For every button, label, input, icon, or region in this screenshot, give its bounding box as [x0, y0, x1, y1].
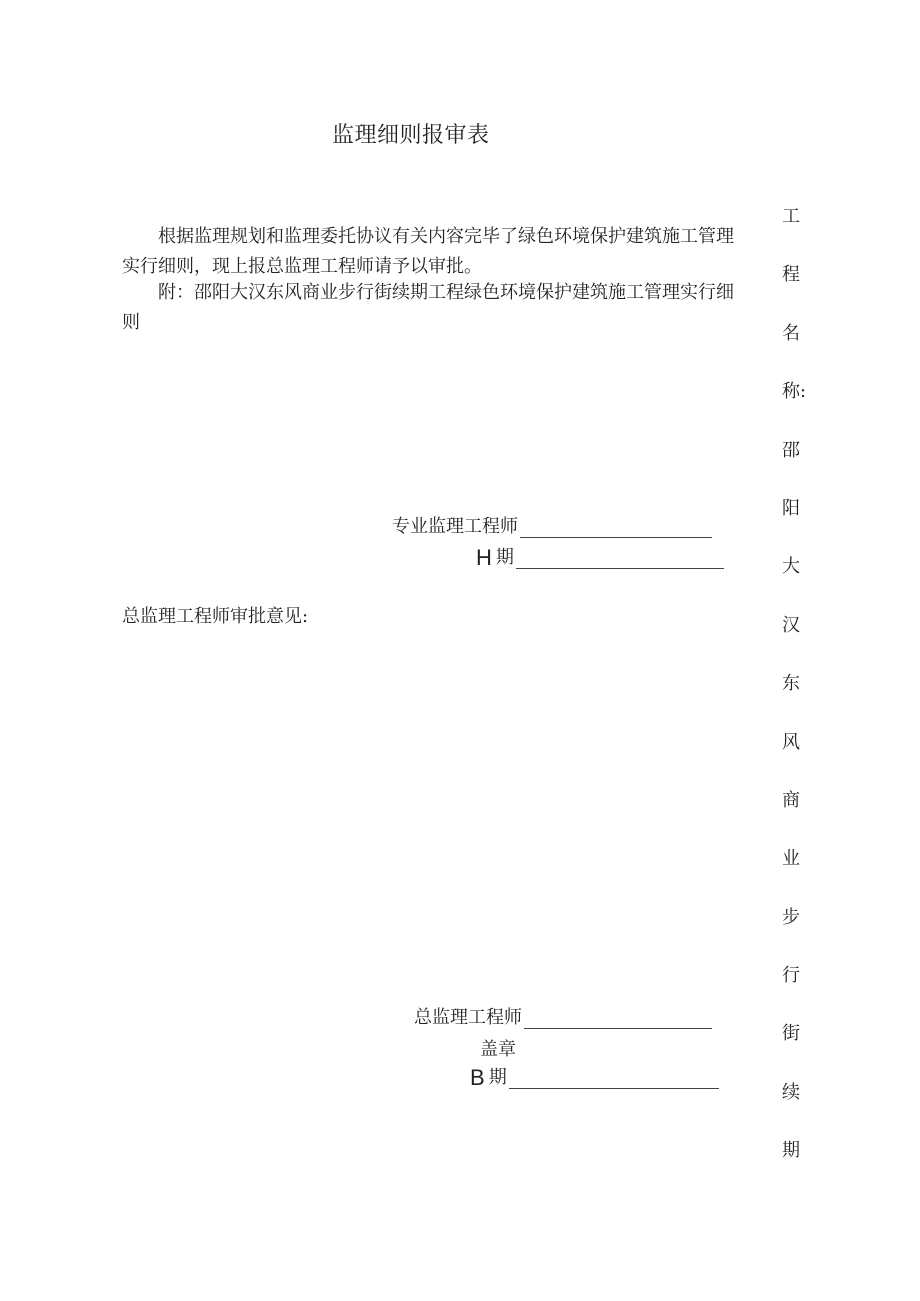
document-title: 监理细则报审表 — [332, 123, 490, 148]
attachment-paragraph: 附：邵阳大汉东风商业步行街续期工程绿色环境保护建筑施工管理实行细则 — [122, 282, 734, 333]
vertical-char: 行 — [782, 965, 800, 987]
vertical-char: 阳 — [782, 497, 800, 519]
vertical-char: 名 — [782, 322, 800, 344]
submission-paragraph: 根据监理规划和监理委托协议有关内容完毕了绿色环境保护建筑施工管理实行细则，现上报总监理工程师请予以审批。 — [122, 226, 734, 277]
vertical-char: 风 — [782, 731, 800, 753]
vertical-char: 工 — [782, 206, 800, 227]
specialist-date-line[interactable] — [516, 550, 724, 569]
vertical-char: 期 — [782, 1140, 800, 1162]
vertical-char: 大 — [782, 556, 800, 578]
project-name-vertical-column — [782, 205, 822, 1198]
vertical-char: 续 — [782, 1081, 800, 1103]
seal-label: 盖章 — [480, 1039, 516, 1060]
vertical-char: 东 — [782, 673, 800, 695]
specialist-date-label: 期 — [495, 547, 514, 568]
chief-signature-line[interactable] — [524, 1010, 712, 1029]
chief-date-label: 期 — [488, 1067, 507, 1088]
specialist-signature-label: 专业监理工程师 — [392, 516, 518, 537]
chief-signature-row — [414, 1003, 712, 1029]
chief-date-row — [470, 1063, 719, 1089]
vertical-char: 称: — [782, 381, 807, 403]
specialist-date-prefix: H — [476, 545, 492, 570]
chief-date-prefix: B — [470, 1065, 485, 1090]
vertical-char: 业 — [782, 848, 800, 870]
chief-opinion-label: 总监理工程师审批意见: — [122, 606, 309, 627]
specialist-signature-row — [392, 512, 712, 538]
chief-date-line[interactable] — [509, 1070, 719, 1089]
chief-signature-label: 总监理工程师 — [414, 1007, 522, 1028]
vertical-char: 邵 — [782, 439, 800, 461]
vertical-char: 步 — [782, 906, 800, 928]
specialist-date-row — [476, 543, 724, 569]
vertical-char: 程 — [782, 264, 800, 286]
vertical-char: 汉 — [782, 614, 800, 636]
specialist-signature-line[interactable] — [520, 519, 712, 538]
vertical-char: 商 — [782, 789, 800, 811]
vertical-char: 街 — [782, 1023, 800, 1045]
